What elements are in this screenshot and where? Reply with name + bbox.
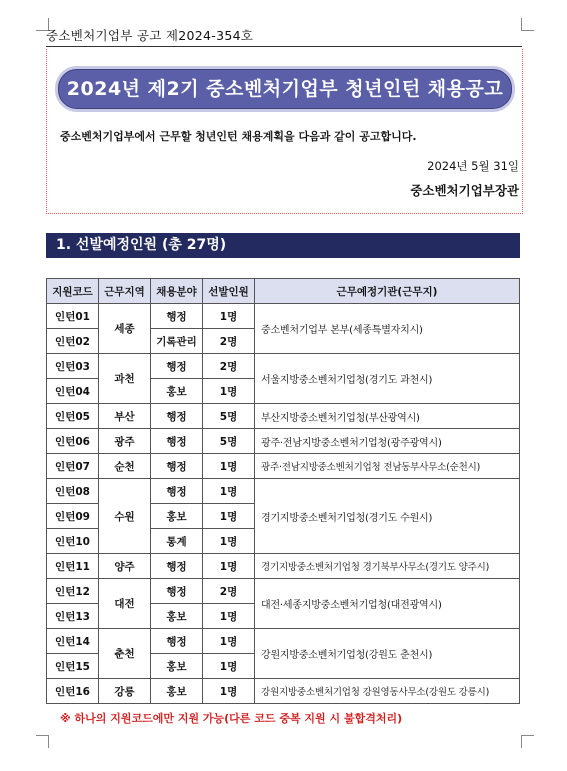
code-cell: 인턴07 [47, 454, 99, 479]
field-cell: 행정 [151, 579, 203, 604]
org-cell: 광주·전남지방중소벤처기업청 전남동부사무소(순천시) [255, 454, 520, 479]
region-cell: 광주 [99, 429, 151, 454]
field-cell: 통계 [151, 529, 203, 554]
column-header: 선발인원 [203, 279, 255, 304]
count-cell: 5명 [203, 429, 255, 454]
field-cell: 행정 [151, 554, 203, 579]
count-cell: 2명 [203, 329, 255, 354]
code-cell: 인턴08 [47, 479, 99, 504]
region-cell: 과천 [99, 354, 151, 404]
count-cell: 1명 [203, 654, 255, 679]
page-corner-mark [521, 18, 534, 31]
table-row [47, 454, 520, 479]
code-cell: 인턴04 [47, 379, 99, 404]
notice-date: 2024년 5월 31일 [427, 159, 519, 173]
field-cell: 행정 [151, 629, 203, 654]
field-cell: 행정 [151, 454, 203, 479]
count-cell: 2명 [203, 579, 255, 604]
count-cell: 1명 [203, 679, 255, 704]
count-cell: 1명 [203, 304, 255, 329]
field-cell: 행정 [151, 429, 203, 454]
count-cell: 1명 [203, 629, 255, 654]
org-cell: 강원지방중소벤처기업청(강원도 춘천시) [255, 629, 520, 679]
doc-number: 중소벤처기업부 공고 제2024-354호 [46, 28, 254, 43]
field-cell: 행정 [151, 404, 203, 429]
field-cell: 홍보 [151, 604, 203, 629]
org-cell: 경기지방중소벤처기업청 경기북부사무소(경기도 양주시) [255, 554, 520, 579]
recruitment-table [46, 278, 520, 704]
field-cell: 행정 [151, 354, 203, 379]
count-cell: 1명 [203, 554, 255, 579]
count-cell: 1명 [203, 479, 255, 504]
code-cell: 인턴14 [47, 629, 99, 654]
region-cell: 춘천 [99, 629, 151, 679]
region-cell: 세종 [99, 304, 151, 354]
code-cell: 인턴16 [47, 679, 99, 704]
code-cell: 인턴15 [47, 654, 99, 679]
page-title: 2024년 제2기 중소벤처기업부 청년인턴 채용공고 [58, 69, 512, 109]
table-row [47, 304, 520, 329]
table-header-row [47, 279, 520, 304]
count-cell: 1명 [203, 604, 255, 629]
column-header: 채용분야 [151, 279, 203, 304]
region-cell: 수원 [99, 479, 151, 554]
field-cell: 홍보 [151, 504, 203, 529]
code-cell: 인턴01 [47, 304, 99, 329]
org-cell: 중소벤처기업부 본부(세종특별자치시) [255, 304, 520, 354]
org-cell: 경기지방중소벤처기업청(경기도 수원시) [255, 479, 520, 554]
field-cell: 기록관리 [151, 329, 203, 354]
notice-sender: 중소벤처기업부장관 [410, 183, 519, 198]
table-row [47, 579, 520, 604]
field-cell: 행정 [151, 304, 203, 329]
count-cell: 1명 [203, 504, 255, 529]
org-cell: 광주·전남지방중소벤처기업청(광주광역시) [255, 429, 520, 454]
code-cell: 인턴13 [47, 604, 99, 629]
region-cell: 강릉 [99, 679, 151, 704]
field-cell: 홍보 [151, 679, 203, 704]
region-cell: 순천 [99, 454, 151, 479]
count-cell: 1명 [203, 379, 255, 404]
table-row [47, 404, 520, 429]
field-cell: 홍보 [151, 654, 203, 679]
column-header: 지원코드 [47, 279, 99, 304]
count-cell: 2명 [203, 354, 255, 379]
code-cell: 인턴05 [47, 404, 99, 429]
code-cell: 인턴10 [47, 529, 99, 554]
table-row [47, 354, 520, 379]
table-row [47, 479, 520, 504]
intro-text: 중소벤처기업부에서 근무할 청년인턴 채용계획을 다음과 같이 공고합니다. [60, 130, 417, 143]
code-cell: 인턴12 [47, 579, 99, 604]
org-cell: 대전·세종지방중소벤처기업청(대전광역시) [255, 579, 520, 629]
code-cell: 인턴03 [47, 354, 99, 379]
code-cell: 인턴02 [47, 329, 99, 354]
section-title: 1. 선발예정인원 (총 27명) [46, 233, 520, 258]
org-cell: 부산지방중소벤처기업청(부산광역시) [255, 404, 520, 429]
footnote-warning: ※ 하나의 지원코드에만 지원 가능(다른 코드 중복 지원 시 불합격처리) [60, 712, 403, 725]
region-cell: 부산 [99, 404, 151, 429]
region-cell: 양주 [99, 554, 151, 579]
code-cell: 인턴11 [47, 554, 99, 579]
column-header: 근무예정기관(근무지) [255, 279, 520, 304]
org-cell: 강원지방중소벤처기업청 강원영동사무소(강원도 강릉시) [255, 679, 520, 704]
table-row [47, 429, 520, 454]
header-divider [46, 46, 522, 47]
column-header: 근무지역 [99, 279, 151, 304]
count-cell: 1명 [203, 454, 255, 479]
page-corner-mark [521, 735, 534, 748]
table-row [47, 554, 520, 579]
count-cell: 1명 [203, 529, 255, 554]
count-cell: 5명 [203, 404, 255, 429]
table-row [47, 679, 520, 704]
region-cell: 대전 [99, 579, 151, 629]
code-cell: 인턴09 [47, 504, 99, 529]
page-corner-mark [36, 735, 49, 748]
field-cell: 행정 [151, 479, 203, 504]
field-cell: 홍보 [151, 379, 203, 404]
org-cell: 서울지방중소벤처기업청(경기도 과천시) [255, 354, 520, 404]
table-row [47, 629, 520, 654]
code-cell: 인턴06 [47, 429, 99, 454]
